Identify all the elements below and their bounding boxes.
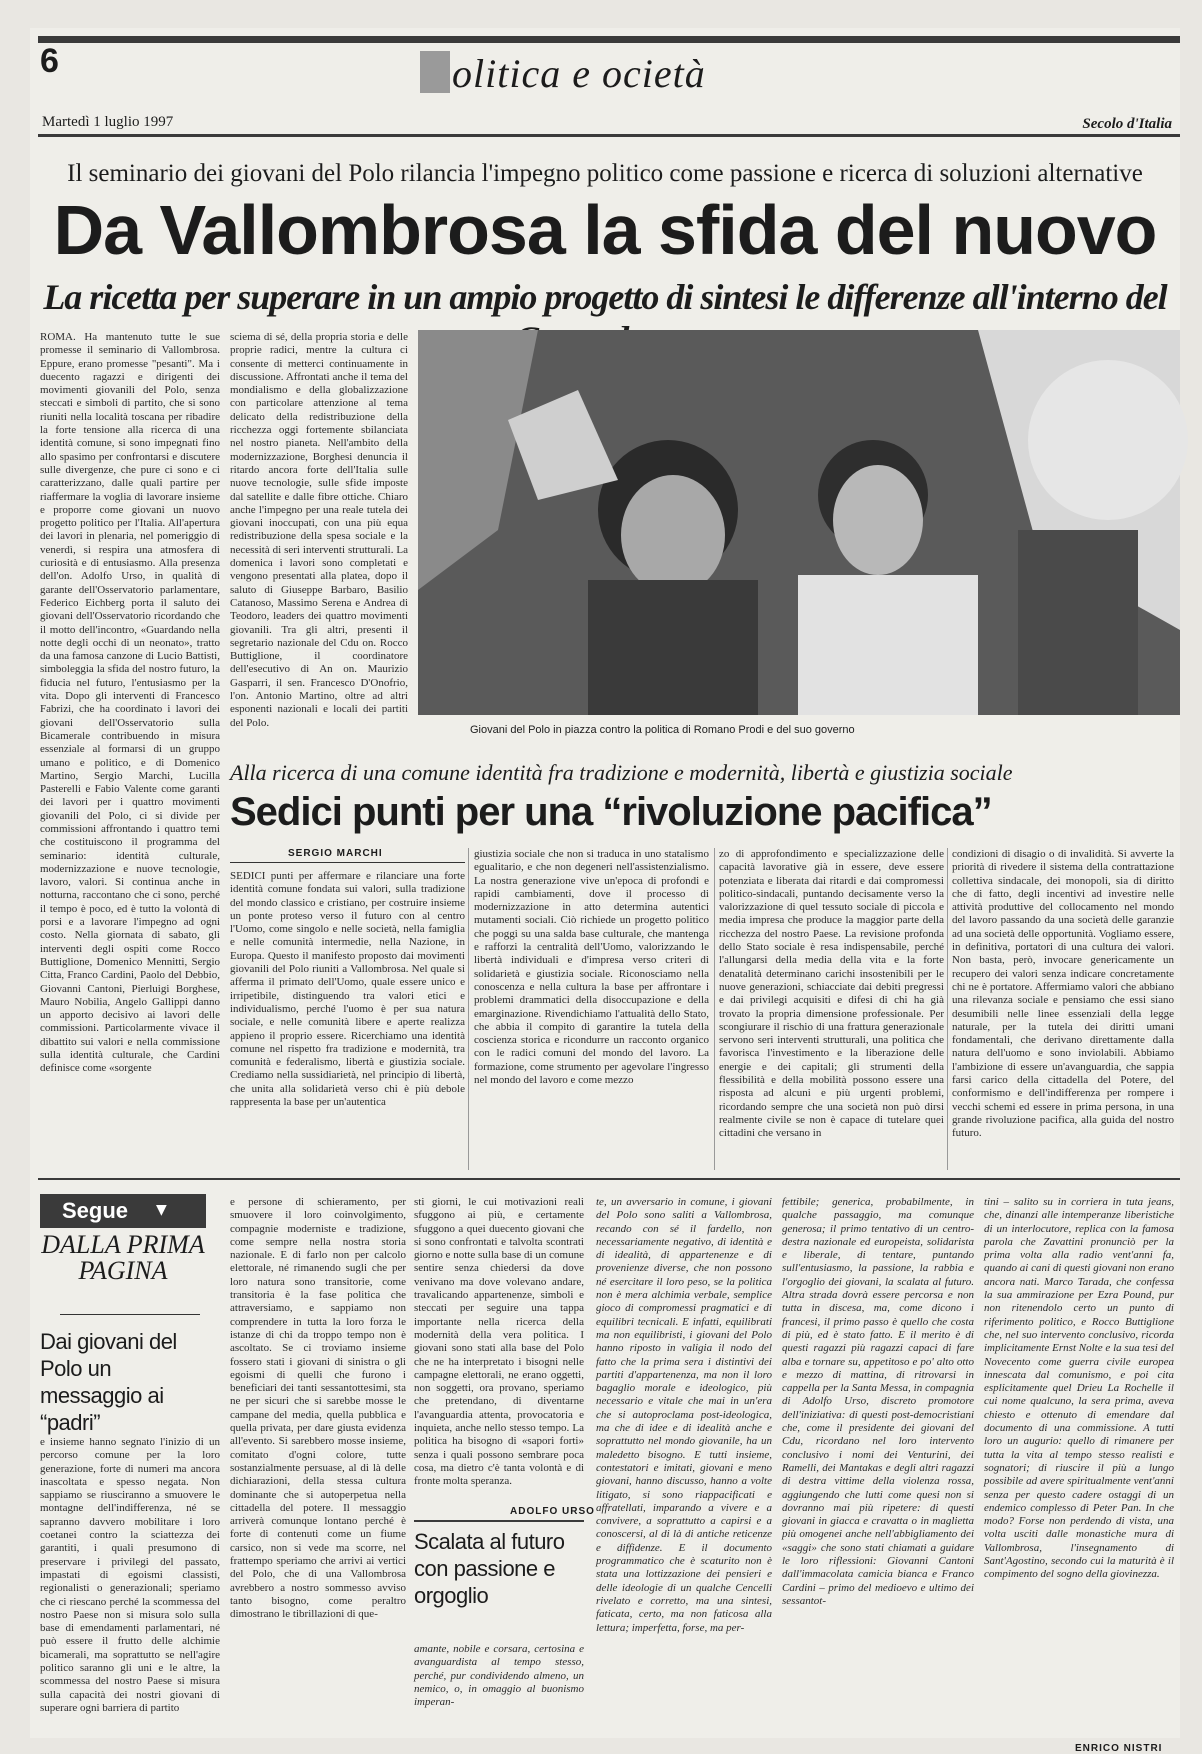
page-number: 6	[40, 42, 59, 80]
signature-enrico-nistri: ENRICO NISTRI	[1075, 1743, 1163, 1754]
continued-column-2: e persone di schieramento, per smuovere il loro coinvolgimento, compagnie moderniste e tradizione, come sempre nella nostra storia nazionale. E di farlo non per calcolo elettorale, né rimanendo sugli che per loro natura sono transitorie, come transitoria è la fase politica che attraversiamo, e sappiamo non comprendere in tutta la loro forza le istanze di chi da troppo tempo non è ascoltato. Se ci troviamo insieme fossero stati i giovani di sinistra o gli egoismi di quelli che furono i beneficiari dei tanti sessantottesimi, sta ne per sicuri che si sarebbe mosse le campane del media, quella pubblica e quella privata, per dare giusta evidenza all'evento. Si sarebbero mosse insieme, comitato d'ogni colore, tutte sostanzialmente persuase, al di là delle dichiarazioni, della stessa cultura dominante che si autoperpetua nella cittadella del potere. Il messaggio arriverà comunque lontano perché è forte di contenuti come un fiume carsico, non si vede ma scorre, nel frattempo speriamo che arrivi ai vertici del Polo, che di una Vallombrosa avrebbero a nostro sommesso avviso tanto bisogno, come peraltro dimostrano le tibrillazioni di que-	[230, 1196, 406, 1621]
continued-column-5: fettibile; generica, probabilmente, in qualche passaggio, ma comunque generosa; il primo tentativo di un centro-destra nazionale ed europeista, solidarista e liberale, di tentare, puntando sull'entusiasmo, la passione, la rabbia e l'orgoglio dei giovani, la scalata al futuro. Altra strada dovrà essere percorsa e non tutta in discesa, ma, come dicono i francesi, il primo passo è quello che costa di più, ed è stato fatto. E il merito è di questi ragazzi più ragazzi capaci di fare alba e tornare su, appetitoso e po' alto otto e mezzo di mattina, di ritrovarsi in cappella per la Santa Messa, in compagnia di Adolfo Urso, discreto promotore dell'iniziativa: di questi post-democristiani che, come il presidente dei giovani del Cdu, ricordano nel loro intervento conclusivo i nomi dei Venturini, dei Ramelli, dei Mantakas e degli altri ragazzi di destra vittime della violenza rossa, aggiungendo che lutti come quesi non si dovranno mai più ripetere: di questi giovani in giacca e cravatta o in maglietta più omogenei anche nell'abbigliamento dei «saggi» che sono stati chiamati a guidare le loro riflessioni: Giovanni Cantoni dall'immacolata camicia bianca e Franco Cardini – primo del medioevo e ultimo dei sessantot-	[782, 1196, 974, 1607]
column-divider	[714, 848, 715, 1170]
down-arrow-icon: ▼	[156, 1202, 167, 1218]
box-text: amante, nobile e corsara, certosina e avanguardista al tempo stesso, perché, pur condividendo almeno, un nemico, o, in omaggio al buonismo imperan-	[414, 1643, 584, 1709]
continued-from-label: DALLA PRIMA PAGINA	[41, 1230, 205, 1285]
box-rule	[414, 1520, 584, 1522]
signature-adolfo-urso: ADOLFO URSO	[510, 1506, 595, 1517]
header-rule	[38, 134, 1180, 137]
section-title	[420, 50, 706, 97]
continued-headline: Dai giovani del Polo un messaggio ai “padri”	[40, 1329, 177, 1435]
section-title-text: olitica e ocietà	[452, 51, 706, 96]
section-divider	[38, 1178, 1180, 1180]
segue-label: Segue	[40, 1194, 206, 1228]
continued-column-4: te, un avversario in comune, i giovani del Polo sono saliti a Vallombrosa, recando con sé il fardello, non necessariamente negativo, di identità e di idealità, di appartenenze e di provenienze diverse, che non possono né esercitare il loro peso, se la politica non è mera alchimia verbale, semplice gioco di compromessi pragmatici e di equilibri tecnicali. E infatti, equilibrati ma non equilibristi, i giovani del Polo hanno riposto in valigia il nodo del fatto che la prima sera i distintivi dei partiti d'appartenenza, ma non il loro bagaglio morale e ideologico, più necessario e vitale che mai in un'era che si autoproclama post-ideologica, ma che di idee e di idealità anche e soprattutto nel mondo giovanile, ha un maledetto bisogno. E tutti insieme, contestatori e imitati, giovani e meno giovani, hanno discusso, hanno a volte litigato, si sono riappacificati e affratellati, imparando a vivere e a convivere, a soprattutto a capirsi e a conoscersi, al di là di antiche reticenze e diffidenze. E il documento programmatico che è scaturito non è stata una lottizzazione dei pensieri e delle ideologie di un qualche Cencelli rivelato e corretto, ma una sintesi, faticata, certo, ma non faticosa alla lettura; imperfetta, forse, ma per-	[596, 1196, 772, 1634]
rally-photo	[418, 330, 1180, 715]
newspaper-page	[30, 28, 1180, 1754]
box-headline: Scalata al futuro con passione e orgoglio	[414, 1529, 565, 1608]
second-kicker: Alla ricerca di una comune identità fra tradizione e modernità, libertà e giustizia sociale	[230, 760, 1013, 785]
second-column-3: zo di approfondimento e specializzazione delle capacità lavorative già in essere, deve essere potenziata e liberata dai ritardi e dai compromessi politico-sindacali, puntando decisamente verso la valorizzazione di quel tessuto sociale di piccola e media impresa che produce la maggior parte della ricchezza del nostro Paese. La revisione profonda dello Stato sociale è resa indispensabile, perché l'allungarsi della media della vita e la forte denatalità determinano carichi insostenibili per le nuove generazioni, schiacciate dai debiti pregressi e dai privilegi acquisiti e difesi di chi ha già trovato la propria dimensione professionale. Per scongiurare il rischio di una frattura generazionale servono seri interventi strutturali, una politica che favorisca l'investimento e la liberazione delle energie e dei capitali; gli strumenti della flessibilità e della mobilità possono essere una risposta ad alcuni e più urgenti problemi, ricordando sempre che una società non può dirsi realmente civile se non è capace di tutelare quei cittadini che versano in	[719, 848, 944, 1140]
continued-column-1: e insieme hanno segnato l'inizio di un percorso comune per la loro generazione, forte di numeri ma ancora inascoltata e spesso negata. Non sappiamo se riusciranno a smuovere le montagne dell'indifferenza, né se sapranno davvero mobilitare i loro coetanei contro la sciattezza dei garantiti, i quali presumono di preservare i privilegi del passato, impastati di egoismi classisti, regionalisti o generazionali; speriamo che ci riescano perché la scommessa del nostro Paese non si misura solo sulla base di emendamenti parlamentari, né può essere il frutto delle alchimie bicamerali, ma soprattutto se nell'agire politico saranno gli uni e le altre, la scommessa del nostro Paese si misura sulla capacità dei nostri giovani di superare ogni barriera di partito	[40, 1436, 220, 1714]
top-rule	[38, 36, 1180, 43]
lead-headline: Da Vallombrosa la sfida del nuovo	[53, 191, 1157, 269]
photo-caption: Giovani del Polo in piazza contro la politica di Romano Prodi e del suo governo	[470, 724, 855, 736]
issue-date: Martedì 1 luglio 1997	[42, 114, 174, 130]
continued-column-3: sti giorni, le cui motivazioni reali sfuggono ai più, e certamente sfuggono a quei duecento giovani che si sono confrontati e talvolta scontrati giorno e notte sulla base di un comune sentire senza chiedersi da dove venivano ma dove volevano andare, travalicando appartenenze, simboli e steccati per seguire una tappa importante nella ricerca della modernità della vera politica. I giovani sono stati alla base del Polo che ne ha interpretato i bisogni nelle campagne elettorali, ne erano oggetti, non soggetti, ora provano, speriamo che pretendano, di diventarne l'avanguardia attenta, provocatoria e inquieta, anche nello stesso tempo. La politica ha bisogno di «sapori forti» senza i quali possono sembrare poca cosa, ma dietro c'è tanta volontà e di fronte molta speranza.	[414, 1196, 584, 1488]
byline-sergio-marchi: SERGIO MARCHI	[288, 848, 383, 859]
lead-column-2: sciema di sé, della propria storia e delle proprie radici, mentre la cultura ci consente di metterci continuamente in discussione. Affrontati anche il tema del mondialismo e della globalizzazione con particolare attenzione al tema delicato della redistribuzione della ricchezza oggi fortemente sbilanciata nel nostro pianeta. Nell'ambito della modernizzazione, Borghesi denuncia il ritardo ancora forte dell'Italia sulle nuove tecnologie, sulle sfide imposte dal satellite e dalle fibre ottiche. Chiaro anche l'impegno per una reale tutela dei giovani inoccupati, con una più equa redistribuzione della spesa sociale e la necessità di seri interventi strutturali. La domenica i lavori sono completati e vengono presentati alla platea, dopo il saluto di Giuseppe Barbaro, Basilio Catanoso, Massimo Serena e Andrea di Teodoro, leaders dei quattro movimenti giovanili. Tra gli altri, presenti il segretario nazionale del Cdu on. Rocco Buttiglione, il coordinatore dell'esecutivo di An on. Maurizio Gasparri, il sen. Francesco D'Onofrio, l'on. Antonio Martino, oltre ad altri esponenti nazionali e locali dei partiti del Polo.	[230, 331, 408, 729]
photo-crowd-illustration	[418, 330, 1180, 715]
column-divider	[468, 848, 469, 1170]
column-divider	[947, 848, 948, 1170]
continued-rule	[60, 1314, 200, 1315]
masthead: Secolo d'Italia	[1082, 116, 1172, 132]
byline-rule	[230, 862, 465, 863]
lead-kicker: Il seminario dei giovani del Polo rilancia l'impegno politico come passione e ricerca di soluzioni alternative	[67, 160, 1143, 187]
lead-column-1: ROMA. Ha mantenuto tutte le sue promesse il seminario di Vallombrosa. Eppure, erano promesse "pesanti". Ma i duecento ragazzi e dirigenti dei movimenti giovanili del Polo, senza steccati e simboli di partito, che si sono riuniti nella località toscana per ribadire la forte tensione alla ricerca di una identità comune, si sono impegnati fino allo spasimo per confrontarsi e discutere sulle divergenze, che pure ci sono e ci caratterizzano, dalle quali partire per riaffermare la voglia di lavorare insieme e proporre come giovani un nuovo progetto politico per l'Italia. All'apertura dei lavori in plenaria, nel pomeriggio di venerdì, si respira una atmosfera di curiosità e di entusiasmo. Alla presenza dell'on. Adolfo Urso, in qualità di garante dell'Osservatorio parlamentare, Federico Eichberg porta il saluto dei giovani dell'Osservatorio ricordando che il motto dell'incontro, «Guardando nella notte degli occhi di un neonato», tratto da una famosa canzone di Lucio Battisti, simboleggia la sfida del nostro futuro, la fiducia nel futuro, l'entusiasmo per la vita. Dopo gli interventi di Francesco Fabrizi, che ha coordinato i lavori dei giovani dell'Osservatorio sulla Bicamerale contribuendo in misura essenziale al formarsi di un gruppo umano e politico, e di Domenico Martino, Sergio Marchi, Lucilla Pasterelli e Fabio Valente come garanti dei lavori per i quattro movimenti giovanili del Polo, ci si divide per commissioni affrontando i quattro temi che costituiscono il programma del seminario: identità culturale, modernizzazione e nuove tecnologie, lavoro, valori. Si continua anche in notturna, raccontano che ci sono, perché il tempo è poco, ed è tutto la volontà di porsi e a lavorare l'impegno ad ogni costo. Nella giornata di sabato, gli interventi degli ospiti come Rocco Buttiglione, Domenico Mennitti, Sergio Citta, Franco Cardini, Paolo del Debbio, Giovanni Cantoni, Pierluigi Borghese, Mauro Nobilia, Angelo Gallippi danno un apporto decisivo ai lavori delle commissioni. Particolarmente vivace il dibattito sui valori e nella commissione sulla identità culturale, che Cardini definisce come «sorgente	[40, 331, 220, 1075]
second-headline: Sedici punti per una “rivoluzione pacifica”	[230, 790, 992, 834]
second-column-2: giustizia sociale che non si traduca in uno statalismo egualitario, e che non degeneri nell'assistenzialismo. La nostra generazione vive un'epoca di profondi e rapidi cambiamenti, dove il processo di modernizzazione in atto determina autentici mutamenti sociali. Ciò richiede un progetto politico che poggi su una salda base culturale, che mantenga e rafforzi la centralità dell'Uomo, valorizzando le libertà individuali e d'impresa verso criteri di solidarietà e giustizia sociale. Riconosciamo nella conoscenza e nella cultura la base per affrontare i problemi drammatici della disoccupazione e della emarginazione. Rivendichiamo l'attualità dello Stato, che abbia il compito di garantire la tutela della coscienza storica e ricondurre un racconto organico con le radici comuni del mondo del lavoro. La formazione, come strumento per agevolare l'ingresso nel mondo del lavoro e come mezzo	[474, 848, 709, 1087]
continued-column-6: tini – salito su in corriera in tuta jeans, che, dinanzi alle intemperanze liberistiche di un interlocutore, replica con la famosa parola che Zavattini pronunciò per la prima volta alla radio vent'anni fa, quando ai cani di questi giovani non erano ancora nati. Marco Tarada, che confessa la sua ammirazione per Ezra Pound, pur non ritenendolo certo un punto di riferimento politico, e Rocco Buttiglione che, nel suo intervento conclusivo, ricorda implicitamente Ernst Nolte e la sua tesi del Novecento come guerra civile europea innescata dal comunismo, e poi cita esplicitamente quel Drieu La Rochelle il cui nome qualcuno, la sera prima, aveva chiesto e ottenuto di emendare dal documento di una commissione. A tutti loro un augurio: quello di rimanere per tutta la vita al tempo stesso realisti e sognatori; di riuscire il più a lungo possibile ad avere spiritualmente vent'anni senza per questo cadere ostaggi di un endemico complesso di Peter Pan. In che modo? Forse non perdendo di vista, una volta usciti dalle monastiche mura di Vallombrosa, l'insegnamento di Sant'Agostino, secondo cui la maturità è il compimento del sogno della giovinezza.	[984, 1196, 1174, 1581]
second-column-4: condizioni di disagio o di invalidità. Si avverte la priorità di rivedere il sistema della contrattazione collettiva sindacale, dei monopoli, sia di diritto che di fatto, degli incentivi ad investire nelle attività produttive del collocamento nel mondo del lavoro passando da una società delle garanzie ad una società delle opportunità. Vogliamo essere, in definitiva, portatori di una cultura dei valori. Non basta, però, invocare genericamente un recupero dei valori senza indicare concretamente chi ne è portatore. Affermiamo valori che abbiano una rilevanza sociale e pensiamo che essi siano desumibili nelle linee essenziali della legge naturale, per la tutela dei diritti umani fondamentali, che derivano direttamente dalla natura dell'uomo e sono inviolabili. Abbiamo l'ambizione di essere un'avanguardia, che sappia farsi carico della cittadella del Potere, del conformismo e dell'indifferenza per rompere i vecchi schemi ed essere in prima persona, in una grande rivoluzione pacifica, alla guida del nostro futuro.	[952, 848, 1174, 1140]
second-column-1: SEDICI punti per affermare e rilanciare una forte identità comune fondata sui valori, sulla tradizione del mondo classico e cristiano, per costruire insieme un ponte proteso verso il futuro con al centro l'Uomo, come singolo e nelle società, nella famiglia e nelle comunità intermedie, nella Nazione, in Europa. Questo il manifesto proposto dai movimenti giovanili del Polo riuniti a Vallombrosa. Nel quale si afferma il primato dell'Uomo, quale essere unico e irripetibile, distinguendo tra valori etici e individualismo, perché l'uomo è per sua natura sociale, e nelle comunità libere e aperte realizza appieno il proprio essere. Ricerchiamo una identità comune nel rispetto fra tradizione e modernità, tra comunità e federalismo, libertà e giustizia sociale. Crediamo nella sussidiarietà, nel principio di libertà, che unita alla solidarietà verso chi è più debole rappresenta la base per un'autentica	[230, 870, 465, 1109]
lead-deck: La ricetta per superare in un ampio progetto di sintesi le differenze all'interno del	[43, 277, 1167, 317]
initial-p-block	[420, 51, 450, 93]
